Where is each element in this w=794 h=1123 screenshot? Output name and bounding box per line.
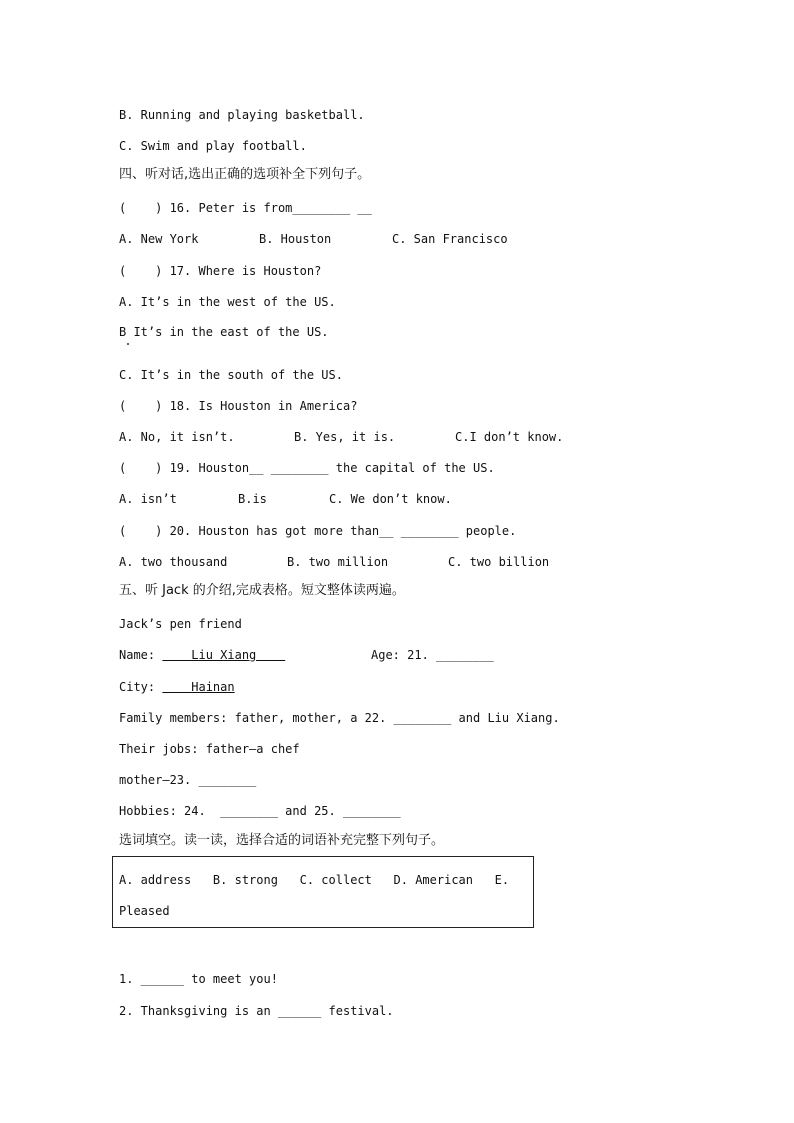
option-b: B. Yes, it is. xyxy=(294,430,396,444)
section-heading: 四、听对话,选出正确的选项补全下列句子。 xyxy=(119,167,371,182)
option-b: B It’s in the east of the US. xyxy=(119,325,329,339)
option-line: B. Running and playing basketball. xyxy=(119,108,365,122)
name-label: Name: xyxy=(119,648,163,662)
word-bank-line: A. address B. strong C. collect D. American E. xyxy=(119,873,510,887)
option-b: B.is xyxy=(238,492,267,506)
name-value: Liu Xiang xyxy=(162,648,286,662)
question-stem: ( ) 19. Houston__ ________ the capital of the US. xyxy=(119,461,495,475)
question-stem: ( ) 18. Is Houston in America? xyxy=(119,399,358,413)
option-b: B. Houston xyxy=(259,232,332,246)
option-a: A. No, it isn’t. xyxy=(119,430,235,444)
word-bank-box xyxy=(112,856,534,928)
fill-question: 2. Thanksgiving is an ______ festival. xyxy=(119,1004,394,1018)
question-stem: ( ) 16. Peter is from________ __ xyxy=(119,201,372,215)
section-heading: 选词填空。读一读，选择合适的词语补充完整下列句子。 xyxy=(119,833,445,848)
jobs-row: Their jobs: father—a chef xyxy=(119,742,300,756)
option-c: C. San Francisco xyxy=(392,232,508,246)
option-a: A. It’s in the west of the US. xyxy=(119,295,336,309)
fill-question: 1. ______ to meet you! xyxy=(119,972,278,986)
city-row xyxy=(119,679,235,695)
option-a: A. isn’t xyxy=(119,492,177,506)
option-b: B. two million xyxy=(287,555,389,569)
option-a: A. two thousand xyxy=(119,555,228,569)
form-title: Jack’s pen friend xyxy=(119,617,242,631)
option-c: C. two billion xyxy=(448,555,550,569)
option-a: A. New York xyxy=(119,232,199,246)
word-bank-line: Pleased xyxy=(119,904,170,918)
age-row: Age: 21. ________ xyxy=(371,648,494,662)
hobbies-row: Hobbies: 24. ________ and 25. ________ xyxy=(119,804,401,818)
option-c: C. We don’t know. xyxy=(329,492,452,506)
city-value: Hainan xyxy=(162,680,235,694)
question-stem: ( ) 20. Houston has got more than__ ________ people. xyxy=(119,524,517,538)
option-c: C.I don’t know. xyxy=(455,430,564,444)
section-heading: 五、听 Jack 的介绍,完成表格。短文整体读两遍。 xyxy=(119,583,405,598)
mother-row: mother—23. ________ xyxy=(119,773,257,787)
family-row: Family members: father, mother, a 22. ________ and Liu Xiang. xyxy=(119,711,560,725)
name-row xyxy=(119,647,285,663)
option-line: C. Swim and play football. xyxy=(119,139,307,153)
question-stem: ( ) 17. Where is Houston? xyxy=(119,264,322,278)
city-label: City: xyxy=(119,680,163,694)
stray-dot xyxy=(127,343,129,345)
option-c: C. It’s in the south of the US. xyxy=(119,368,343,382)
